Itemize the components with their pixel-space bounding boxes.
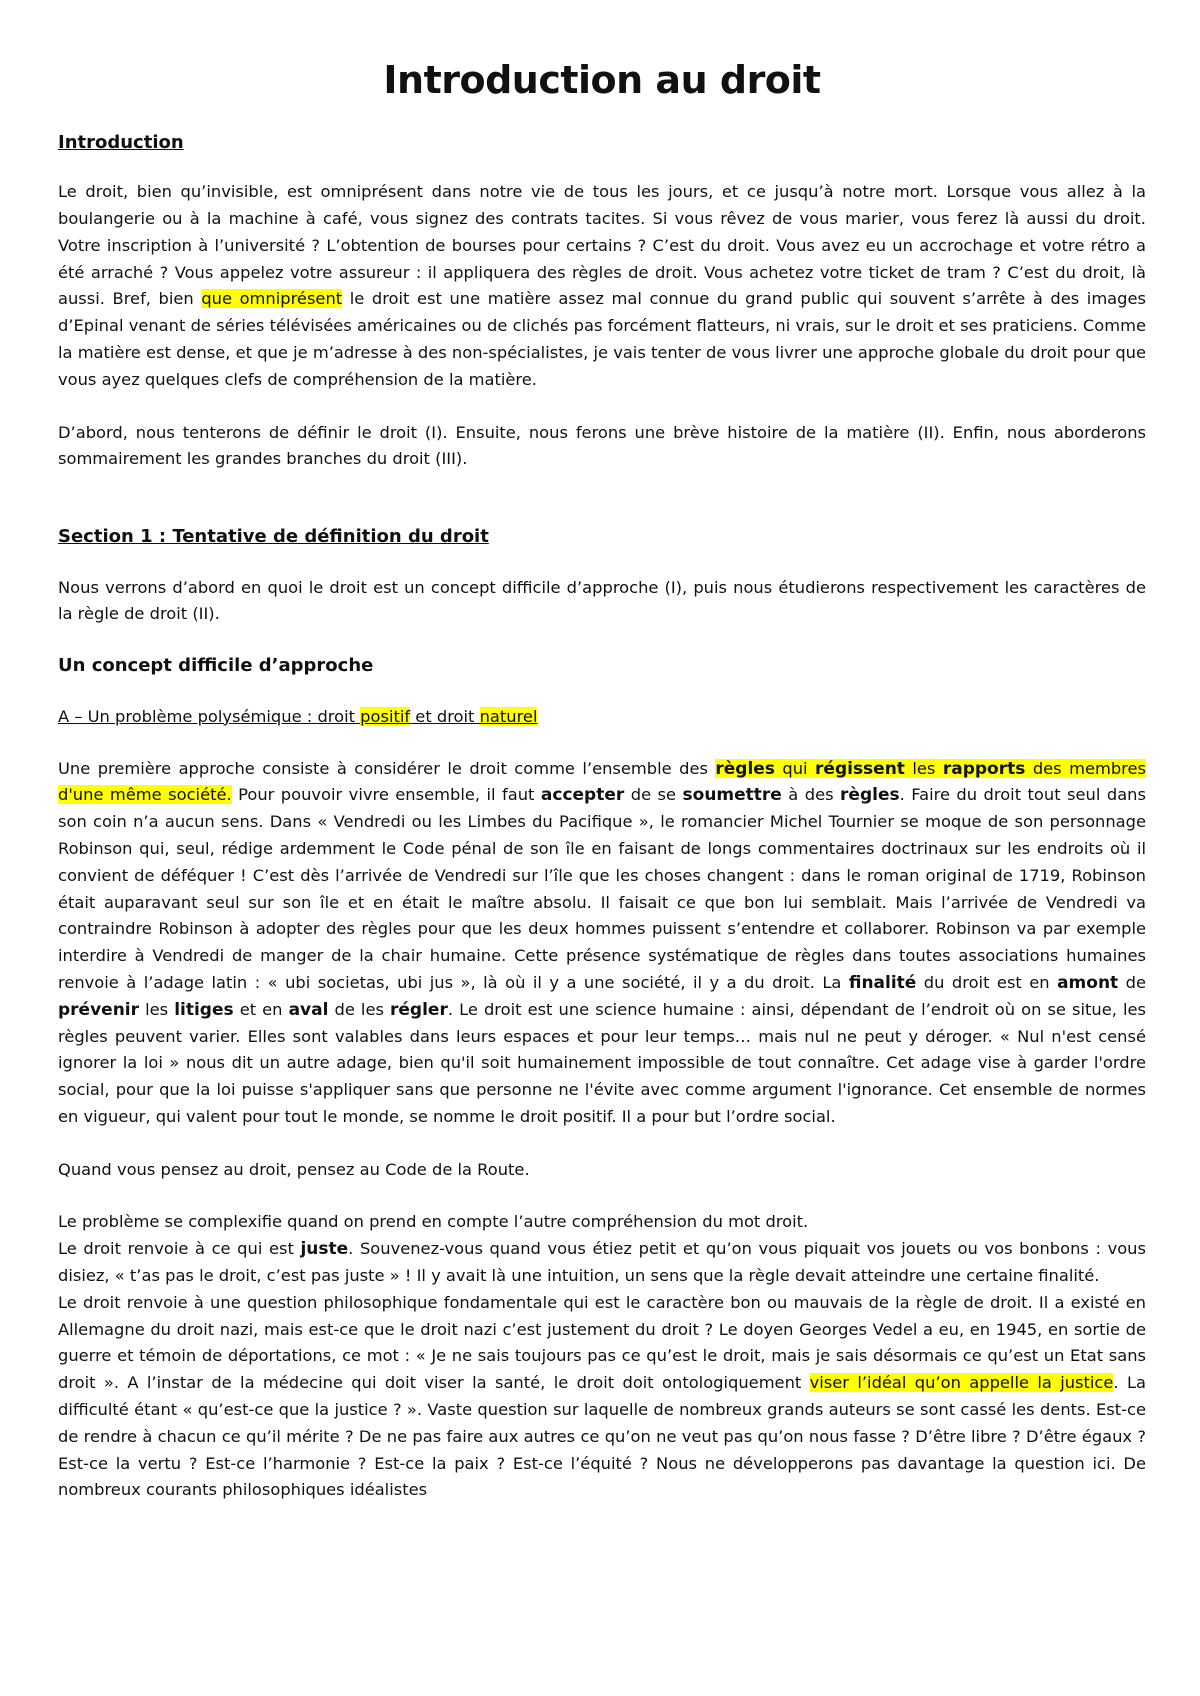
highlighted-text: positif — [360, 706, 411, 726]
text-run: à des — [781, 785, 841, 805]
paragraph-A-2: Quand vous pensez au droit, pensez au Code de la Route. — [58, 1159, 530, 1179]
text-run: Le droit renvoie à une question philosophique fondamentale qui est le caractère bon ou mauvais de la règle de droit. Il a existé en Allemagne du droit nazi, mais est-ce que le droit nazi c’est justement du droit ? Le doyen Georges Vedel a eu, en 1945, en sortie de guerre et témoin de déportations, ce mot : « Je ne sais toujours pas ce qu’est le droit, mais je sais désormais ce qu’est un Etat sans droit ». A l’instar de la médecine qui doit viser la santé, le droit doit ontologiquement — [58, 1292, 1146, 1393]
intro-paragraph-2: D’abord, nous tenterons de définir le droit (I). Ensuite, nous ferons une brève histoire de la matière (II). Enfin, nous aborderons sommairement les grandes branches du droit (III). — [58, 422, 1146, 469]
text-run: Le droit renvoie à ce qui est — [58, 1239, 301, 1259]
bold-text: litiges — [174, 999, 234, 1020]
text-run: Pour pouvoir vivre ensemble, il faut — [231, 785, 541, 805]
subsection-A-heading — [58, 704, 1146, 730]
text-run: du droit est en — [916, 972, 1058, 992]
text-run: et droit — [410, 706, 480, 726]
text-run: . Faire du droit tout seul dans son coin n’a aucun sens. Dans « Vendredi ou les Limbes du Pacifique », le romancier Michel Tournier se moque de son personnage Robinson qui, seul, rédige ardemment le Code pénal de son île en faisant de longs commentaires doctrinaux sur les endroits où il convient de déféquer ! C’est dès l’arrivée de Vendredi sur l’île que les choses changent : dans le roman original de 1719, Robinson était auparavant seul sur son île et en était le maître absolu. Il faisait ce que bon lui semblait. Mais l’arrivée de Vendredi va contraindre Robinson à adopter des règles pour que les deux hommes puissent s’entendre et collaborer. Robinson va par exemple interdire à Vendredi de manger de la chair humaine. Cette présence systématique de règles dans toutes associations humaines renvoie à l’adage latin : « ubi societas, ubi jus », là où il y a une société, il y a du droit. La — [58, 785, 1146, 992]
text-run: des membres d'une même société. — [58, 758, 1147, 805]
highlighted-text: que omniprésent — [201, 289, 343, 309]
highlighted-text: viser l’idéal qu’on appelle la justice — [809, 1373, 1114, 1393]
bold-text: juste — [300, 1239, 349, 1260]
document-content — [58, 58, 1146, 1504]
text-run: de les — [328, 999, 391, 1019]
section-1-paragraph: Nous verrons d’abord en quoi le droit est un concept difficile d’approche (I), puis nous étudierons respectivement les caractères de la règle de droit (II). — [58, 577, 1146, 624]
bold-text: rapports — [942, 758, 1026, 779]
introduction-heading: Introduction — [58, 131, 184, 153]
subsection-I-heading: Un concept difficile d’approche — [58, 655, 374, 677]
text-run: . Souvenez-vous quand vous étiez petit et qu’on vous piquait vos jouets ou vos bonbons : vous disiez, « t’as pas le droit, c’est pas juste » ! Il y avait là une intuition, un sens que la règle devait atteindre une certaine finalité. — [58, 1239, 1146, 1286]
text-run: de se — [624, 785, 683, 805]
bold-text: prévenir — [58, 999, 140, 1020]
bold-text: aval — [288, 999, 329, 1020]
text-run: les — [904, 758, 943, 778]
bold-text: finalité — [848, 972, 917, 993]
bold-text: règles — [840, 785, 900, 806]
text-run: A – Un problème polysémique : droit — [58, 706, 361, 726]
text-run: Le droit, bien qu’invisible, est omniprésent dans notre vie de tous les jours, et ce jusqu’à notre mort. Lorsque vous allez à la boulangerie ou à la machine à café, vous signez des contrats tacites. Si vous rêvez de vous marier, vous ferez là aussi du droit. Votre inscription à l’université ? L’obtention de bourses pour certains ? C’est du droit. Vous avez eu un accrochage et votre rétro a été arraché ? Vous appelez votre assureur : il appliquera des règles de droit. Vous achetez votre ticket de tram ? C’est du droit, là aussi. Bref, bien — [58, 182, 1146, 309]
bold-text: régissent — [815, 758, 905, 779]
paragraph-A-1 — [58, 756, 1146, 1131]
bold-text: règles — [715, 758, 775, 779]
paragraph-A-3-line-2 — [58, 1236, 1146, 1290]
intro-paragraph-1 — [58, 179, 1146, 393]
bold-text: régler — [390, 999, 448, 1020]
bold-text: soumettre — [682, 785, 782, 806]
text-run: les — [139, 999, 175, 1019]
text-run: . Le droit est une science humaine : ainsi, dépendant de l’endroit où on se situe, les règles peuvent varier. Elles sont valables dans leurs espaces et pour leur temps… mais nul ne peut y déroger. « Nul n'est censé ignorer la loi » nous dit un autre adage, bien qu'il soit humainement impossible de tout connaître. Cet adage vise à garder l'ordre social, pour que la loi puisse s'appliquer sans que personne ne l'évite avec comme argument l'ignorance. Cet ensemble de normes en vigueur, qui valent pour tout le monde, se nomme le droit positif. Il a pour but l’ordre social. — [58, 999, 1147, 1126]
text-run: de — [1118, 972, 1146, 992]
bold-text: amont — [1057, 972, 1119, 993]
text-run: le droit est une matière assez mal connue du grand public qui souvent s’arrête à des images d’Epinal venant de séries télévisées américaines ou de clichés pas forcément flatteurs, ni vrais, sur le droit et ses praticiens. Comme la matière est dense, et que je m’adresse à des non-spécialistes, je vais tenter de vous livrer une approche globale du droit pour que vous ayez quelques clefs de compréhension de la matière. — [58, 289, 1146, 389]
text-run: . La difficulté étant « qu’est-ce que la justice ? ». Vaste question sur laquelle de nombreux grands auteurs se sont cassé les dents. Est-ce de rendre à chacun ce qu’il mérite ? De ne pas faire aux autres ce qu’on ne veut pas qu’on nous fasse ? D’être libre ? D’être égaux ? Est-ce la vertu ? Est-ce l’harmonie ? Est-ce la paix ? Est-ce l’équité ? Nous ne développerons pas davantage la question ici. De nombreux courants philosophiques idéalistes — [58, 1373, 1146, 1500]
text-run: Une première approche consiste à considérer le droit comme l’ensemble des — [58, 758, 716, 778]
text-run: qui — [774, 758, 816, 778]
text-run: et en — [233, 999, 289, 1019]
paragraph-A-3-line-1: Le problème se complexifie quand on prend en compte l’autre compréhension du mot droit. — [58, 1212, 809, 1232]
paragraph-A-3-line-3 — [58, 1290, 1146, 1504]
highlighted-text: naturel — [479, 706, 538, 726]
bold-text: accepter — [540, 785, 625, 806]
document-title: Introduction au droit — [383, 58, 821, 102]
section-1-heading: Section 1 : Tentative de définition du droit — [58, 526, 489, 548]
